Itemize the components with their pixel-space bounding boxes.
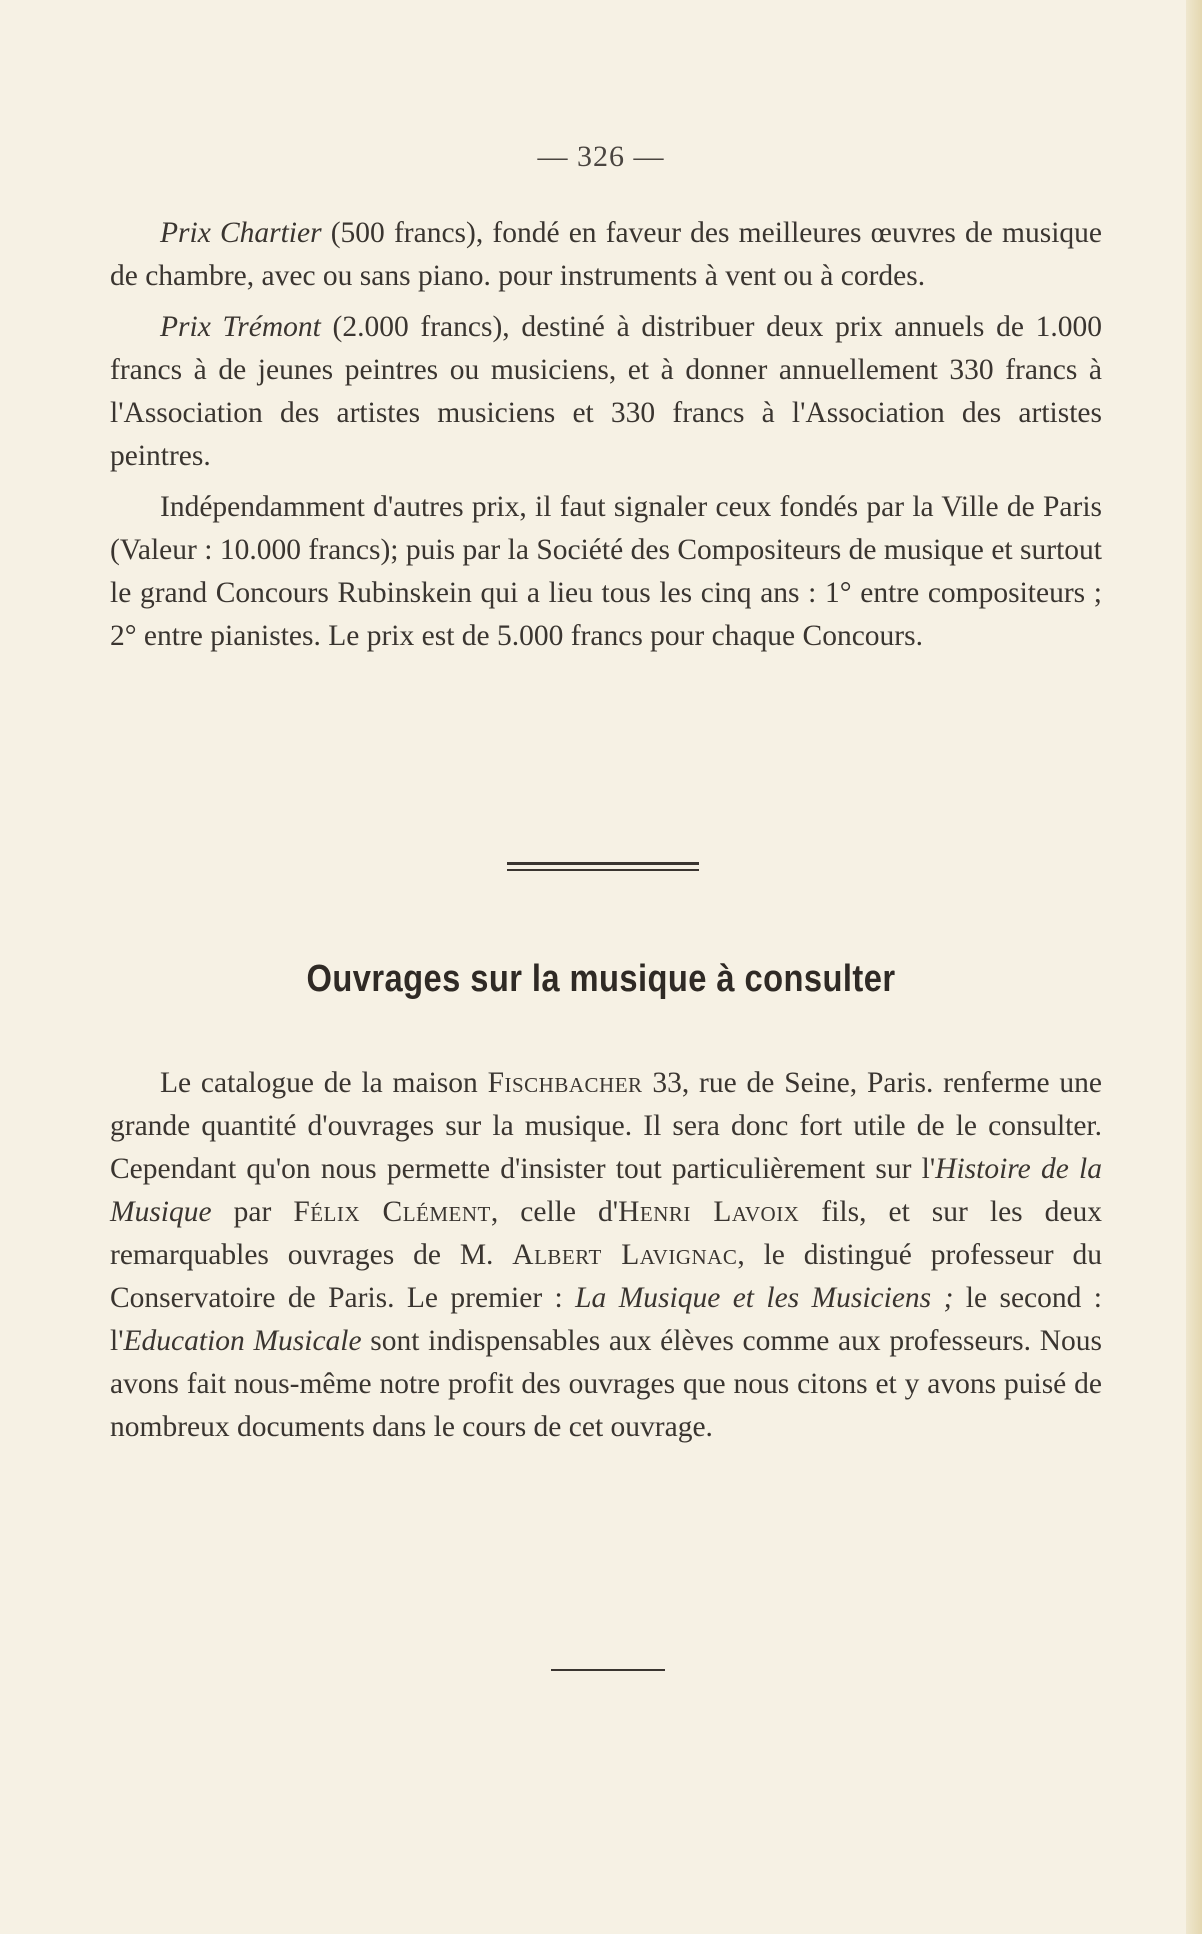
end-rule	[551, 1669, 665, 1671]
text-run: Le catalogue de la maison	[160, 1067, 488, 1099]
small-caps-text: Albert Lavignac	[512, 1239, 738, 1271]
text-run: Indépendamment d'autres prix, il faut signaler ceux fondés par la Ville de Paris (Valeur : 10.000 francs); puis par la Société des Compositeurs de musique et surtout le grand Concours Rubinskein qui a lieu tous les cinq ans : 1° entre compositeurs ; 2° entre pianistes. Le prix est de 5.000 francs pour chaque Concours.	[110, 491, 1102, 652]
small-caps-text: Henri Lavoix	[618, 1196, 800, 1228]
section-divider	[507, 862, 699, 871]
text-run: fils, et sur les deux remarquables ouvrages de M.	[110, 1196, 1103, 1271]
italic-text: Prix Trémont	[160, 311, 321, 343]
text-run: 33, rue de Seine, Paris. renferme une grande quantité d'ouvrages sur la musique. Il sera donc fort utile de le consulter. Cependant qu'on nous permette d'insister tout particulièrement sur l'	[110, 1067, 1102, 1185]
small-caps-text: Fischbacher	[487, 1067, 643, 1099]
text-run: (2.000 francs), destiné à distribuer deux prix annuels de 1.000 francs à de jeunes peintres ou musiciens, et à donner annuellement 330 francs à l'Association des artistes musiciens et 330 francs à l'Association des artistes peintres.	[110, 311, 1102, 472]
paragraph	[110, 212, 1102, 298]
italic-text: Education Musicale	[123, 1325, 362, 1357]
text-run: sont indispensables aux élèves comme aux professeurs. Nous avons fait nous-même notre profit des ouvrages que nous citons et y avons puisé de nombreux documents dans le cours de cet ouvrage.	[110, 1325, 1103, 1443]
paragraph	[110, 486, 1102, 658]
italic-text: Prix Chartier	[160, 217, 322, 249]
small-caps-text: Félix Clément	[293, 1196, 491, 1228]
text-run: , le distingué professeur du Conservatoire de Paris. Le premier :	[110, 1239, 1102, 1314]
section-title: Ouvrages sur la musique à consulter	[306, 958, 896, 1000]
body-text-top	[110, 212, 1102, 666]
text-run: le second : l'	[110, 1282, 1102, 1357]
text-run: , celle d'	[490, 1196, 619, 1228]
page-number: — 326 —	[537, 140, 665, 173]
italic-text: Histoire de la Musique	[110, 1153, 1102, 1228]
italic-text: La Musique et les Musiciens ;	[575, 1282, 954, 1314]
paragraph	[110, 1062, 1102, 1449]
body-text-bottom	[110, 1062, 1102, 1457]
text-run: par	[211, 1196, 294, 1228]
text-run: (500 francs), fondé en faveur des meilleures œuvres de musique de chambre, avec ou sans piano. pour instruments à vent ou à cordes.	[110, 217, 1102, 292]
paragraph	[110, 306, 1102, 478]
page-edge	[1186, 0, 1202, 1934]
